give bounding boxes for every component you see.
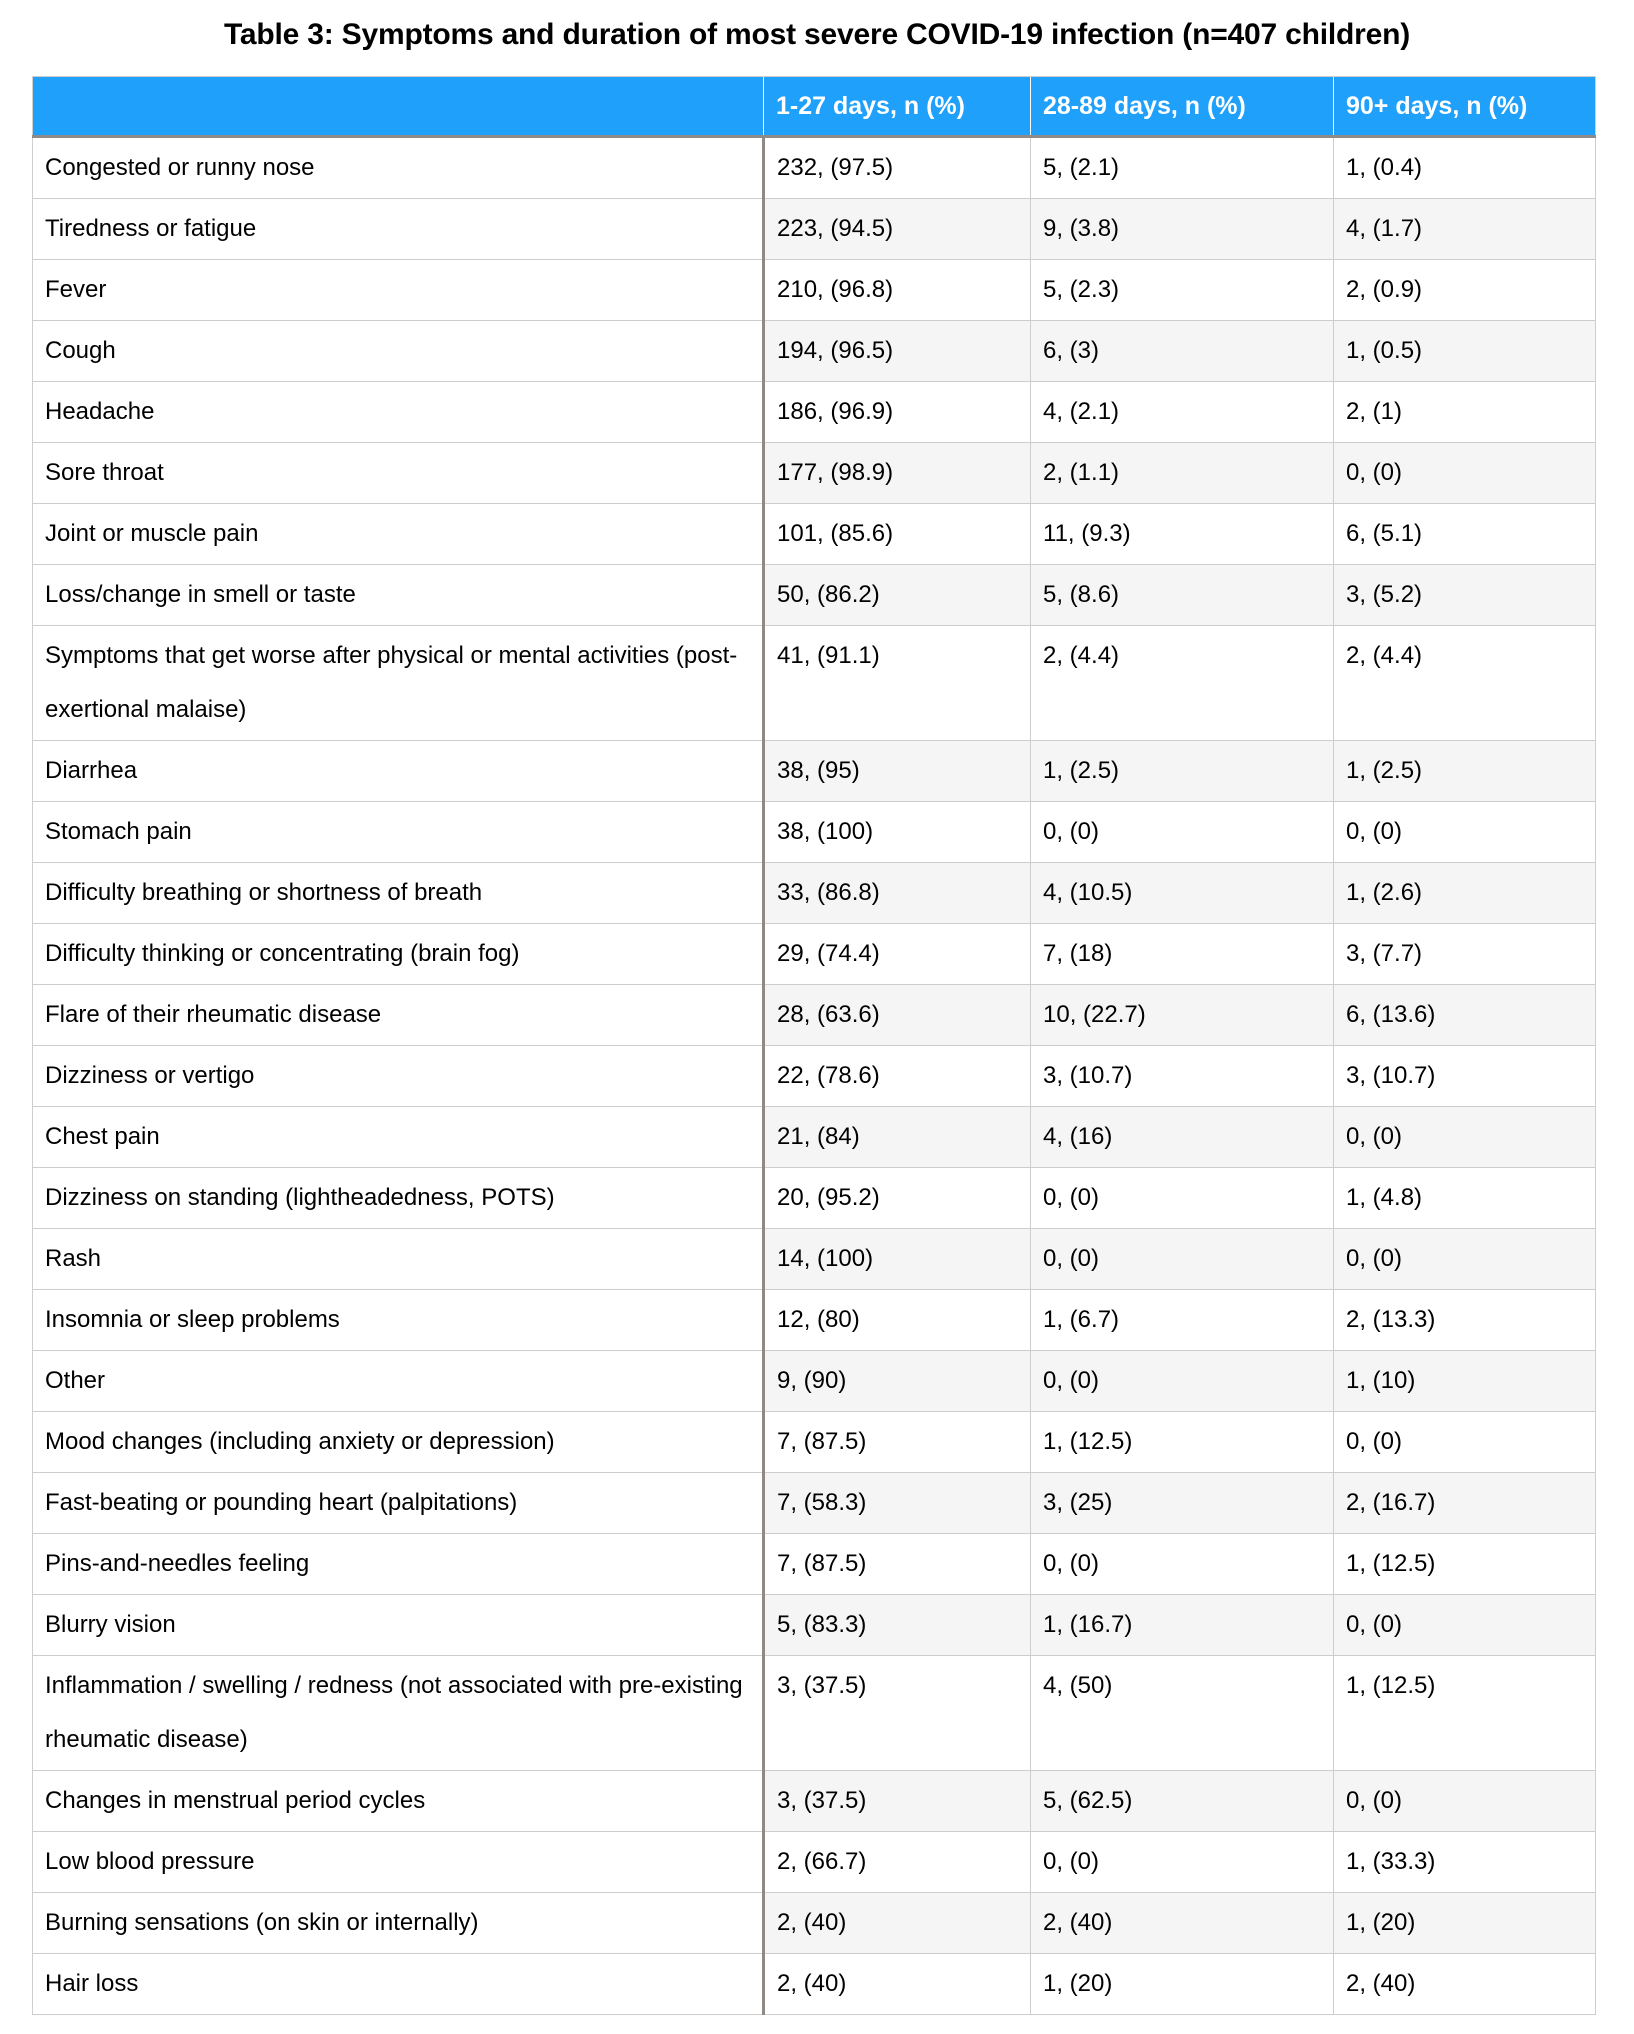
value-28-89-days-cell: 5, (62.5) [1031,1771,1334,1832]
symptom-cell: Pins-and-needles feeling [33,1534,764,1595]
value-90-plus-days-cell: 1, (12.5) [1334,1656,1596,1771]
table-body [33,137,1596,2015]
value-1-27-days-cell: 14, (100) [764,1229,1031,1290]
table-row [33,1412,1596,1473]
value-1-27-days-cell: 20, (95.2) [764,1168,1031,1229]
table-row [33,1954,1596,2015]
symptom-cell: Low blood pressure [33,1832,764,1893]
value-1-27-days-cell: 194, (96.5) [764,321,1031,382]
value-1-27-days-cell: 177, (98.9) [764,443,1031,504]
table-row [33,1771,1596,1832]
table-row [33,1534,1596,1595]
value-90-plus-days-cell: 0, (0) [1334,1595,1596,1656]
value-1-27-days-cell: 2, (66.7) [764,1832,1031,1893]
symptom-cell: Blurry vision [33,1595,764,1656]
symptom-cell: Fast-beating or pounding heart (palpitations) [33,1473,764,1534]
value-28-89-days-cell: 4, (50) [1031,1656,1334,1771]
value-28-89-days-cell: 2, (1.1) [1031,443,1334,504]
column-header-28-89-days: 28-89 days, n (%) [1031,77,1334,137]
table-row [33,565,1596,626]
table-row [33,1473,1596,1534]
table-row [33,1229,1596,1290]
value-90-plus-days-cell: 4, (1.7) [1334,199,1596,260]
value-1-27-days-cell: 50, (86.2) [764,565,1031,626]
value-1-27-days-cell: 9, (90) [764,1351,1031,1412]
table-header-row [33,77,1596,137]
symptom-cell: Changes in menstrual period cycles [33,1771,764,1832]
value-90-plus-days-cell: 3, (7.7) [1334,924,1596,985]
value-28-89-days-cell: 4, (16) [1031,1107,1334,1168]
value-90-plus-days-cell: 1, (0.4) [1334,137,1596,199]
symptom-cell: Chest pain [33,1107,764,1168]
table-row [33,1351,1596,1412]
value-1-27-days-cell: 101, (85.6) [764,504,1031,565]
value-1-27-days-cell: 7, (87.5) [764,1412,1031,1473]
value-90-plus-days-cell: 0, (0) [1334,443,1596,504]
value-90-plus-days-cell: 2, (40) [1334,1954,1596,2015]
table-row [33,1595,1596,1656]
value-90-plus-days-cell: 2, (4.4) [1334,626,1596,741]
value-1-27-days-cell: 186, (96.9) [764,382,1031,443]
table-row [33,802,1596,863]
value-90-plus-days-cell: 1, (2.6) [1334,863,1596,924]
symptom-cell: Sore throat [33,443,764,504]
value-1-27-days-cell: 2, (40) [764,1893,1031,1954]
table-row [33,1290,1596,1351]
value-28-89-days-cell: 0, (0) [1031,1832,1334,1893]
table-row [33,924,1596,985]
value-1-27-days-cell: 12, (80) [764,1290,1031,1351]
value-90-plus-days-cell: 1, (4.8) [1334,1168,1596,1229]
value-1-27-days-cell: 7, (87.5) [764,1534,1031,1595]
value-90-plus-days-cell: 6, (13.6) [1334,985,1596,1046]
value-28-89-days-cell: 1, (2.5) [1031,741,1334,802]
value-28-89-days-cell: 10, (22.7) [1031,985,1334,1046]
value-1-27-days-cell: 41, (91.1) [764,626,1031,741]
value-90-plus-days-cell: 1, (33.3) [1334,1832,1596,1893]
value-28-89-days-cell: 0, (0) [1031,1351,1334,1412]
value-28-89-days-cell: 0, (0) [1031,1168,1334,1229]
table-row [33,137,1596,199]
value-90-plus-days-cell: 2, (0.9) [1334,260,1596,321]
value-90-plus-days-cell: 1, (2.5) [1334,741,1596,802]
symptom-cell: Inflammation / swelling / redness (not associated with pre-existing rheumatic disease) [33,1656,764,1771]
symptom-cell: Cough [33,321,764,382]
value-90-plus-days-cell: 0, (0) [1334,1107,1596,1168]
value-90-plus-days-cell: 3, (5.2) [1334,565,1596,626]
value-90-plus-days-cell: 0, (0) [1334,802,1596,863]
value-28-89-days-cell: 4, (2.1) [1031,382,1334,443]
symptom-cell: Diarrhea [33,741,764,802]
column-header-1-27-days: 1-27 days, n (%) [764,77,1031,137]
table-row [33,1832,1596,1893]
value-1-27-days-cell: 7, (58.3) [764,1473,1031,1534]
value-90-plus-days-cell: 0, (0) [1334,1229,1596,1290]
table-row [33,1046,1596,1107]
value-90-plus-days-cell: 0, (0) [1334,1771,1596,1832]
column-header-90-plus-days: 90+ days, n (%) [1334,77,1596,137]
value-28-89-days-cell: 5, (2.1) [1031,137,1334,199]
symptom-cell: Difficulty breathing or shortness of breath [33,863,764,924]
table-row [33,626,1596,741]
value-28-89-days-cell: 1, (6.7) [1031,1290,1334,1351]
table-row [33,1168,1596,1229]
symptom-cell: Burning sensations (on skin or internally) [33,1893,764,1954]
value-28-89-days-cell: 0, (0) [1031,1534,1334,1595]
value-1-27-days-cell: 3, (37.5) [764,1656,1031,1771]
symptom-cell: Congested or runny nose [33,137,764,199]
symptom-cell: Flare of their rheumatic disease [33,985,764,1046]
value-1-27-days-cell: 5, (83.3) [764,1595,1031,1656]
value-28-89-days-cell: 0, (0) [1031,1229,1334,1290]
value-1-27-days-cell: 33, (86.8) [764,863,1031,924]
value-28-89-days-cell: 1, (20) [1031,1954,1334,2015]
value-1-27-days-cell: 38, (95) [764,741,1031,802]
value-28-89-days-cell: 1, (16.7) [1031,1595,1334,1656]
symptom-cell: Difficulty thinking or concentrating (brain fog) [33,924,764,985]
value-1-27-days-cell: 29, (74.4) [764,924,1031,985]
symptom-cell: Symptoms that get worse after physical or mental activities (post-exertional malaise) [33,626,764,741]
symptom-cell: Dizziness on standing (lightheadedness, POTS) [33,1168,764,1229]
value-1-27-days-cell: 223, (94.5) [764,199,1031,260]
value-1-27-days-cell: 210, (96.8) [764,260,1031,321]
symptom-cell: Insomnia or sleep problems [33,1290,764,1351]
value-28-89-days-cell: 1, (12.5) [1031,1412,1334,1473]
value-28-89-days-cell: 2, (4.4) [1031,626,1334,741]
symptom-cell: Tiredness or fatigue [33,199,764,260]
symptom-cell: Other [33,1351,764,1412]
value-90-plus-days-cell: 2, (1) [1334,382,1596,443]
symptom-cell: Rash [33,1229,764,1290]
value-28-89-days-cell: 0, (0) [1031,802,1334,863]
symptom-cell: Headache [33,382,764,443]
symptom-cell: Mood changes (including anxiety or depression) [33,1412,764,1473]
value-90-plus-days-cell: 2, (16.7) [1334,1473,1596,1534]
symptom-cell: Stomach pain [33,802,764,863]
symptoms-table [32,76,1596,2015]
symptom-cell: Loss/change in smell or taste [33,565,764,626]
table-row [33,1656,1596,1771]
table-row [33,1893,1596,1954]
symptom-cell: Dizziness or vertigo [33,1046,764,1107]
value-28-89-days-cell: 7, (18) [1031,924,1334,985]
value-90-plus-days-cell: 6, (5.1) [1334,504,1596,565]
symptom-cell: Joint or muscle pain [33,504,764,565]
value-28-89-days-cell: 6, (3) [1031,321,1334,382]
table-row [33,504,1596,565]
value-90-plus-days-cell: 1, (0.5) [1334,321,1596,382]
symptom-cell: Hair loss [33,1954,764,2015]
value-90-plus-days-cell: 1, (20) [1334,1893,1596,1954]
value-1-27-days-cell: 28, (63.6) [764,985,1031,1046]
value-28-89-days-cell: 2, (40) [1031,1893,1334,1954]
value-28-89-days-cell: 5, (2.3) [1031,260,1334,321]
value-28-89-days-cell: 4, (10.5) [1031,863,1334,924]
value-1-27-days-cell: 21, (84) [764,1107,1031,1168]
symptom-cell: Fever [33,260,764,321]
value-28-89-days-cell: 3, (25) [1031,1473,1334,1534]
value-90-plus-days-cell: 3, (10.7) [1334,1046,1596,1107]
value-1-27-days-cell: 3, (37.5) [764,1771,1031,1832]
value-28-89-days-cell: 9, (3.8) [1031,199,1334,260]
value-90-plus-days-cell: 1, (10) [1334,1351,1596,1412]
value-90-plus-days-cell: 1, (12.5) [1334,1534,1596,1595]
table-title: Table 3: Symptoms and duration of most severe COVID-19 infection (n=407 children) [224,18,1410,51]
table-row [33,741,1596,802]
table-row [33,1107,1596,1168]
table-row [33,321,1596,382]
table-row [33,260,1596,321]
table-row [33,443,1596,504]
value-1-27-days-cell: 232, (97.5) [764,137,1031,199]
value-90-plus-days-cell: 0, (0) [1334,1412,1596,1473]
table-row [33,382,1596,443]
value-90-plus-days-cell: 2, (13.3) [1334,1290,1596,1351]
value-28-89-days-cell: 3, (10.7) [1031,1046,1334,1107]
table-row [33,199,1596,260]
table-row [33,863,1596,924]
value-1-27-days-cell: 38, (100) [764,802,1031,863]
value-28-89-days-cell: 11, (9.3) [1031,504,1334,565]
value-1-27-days-cell: 2, (40) [764,1954,1031,2015]
value-1-27-days-cell: 22, (78.6) [764,1046,1031,1107]
column-header-symptom [33,77,764,137]
table-row [33,985,1596,1046]
value-28-89-days-cell: 5, (8.6) [1031,565,1334,626]
